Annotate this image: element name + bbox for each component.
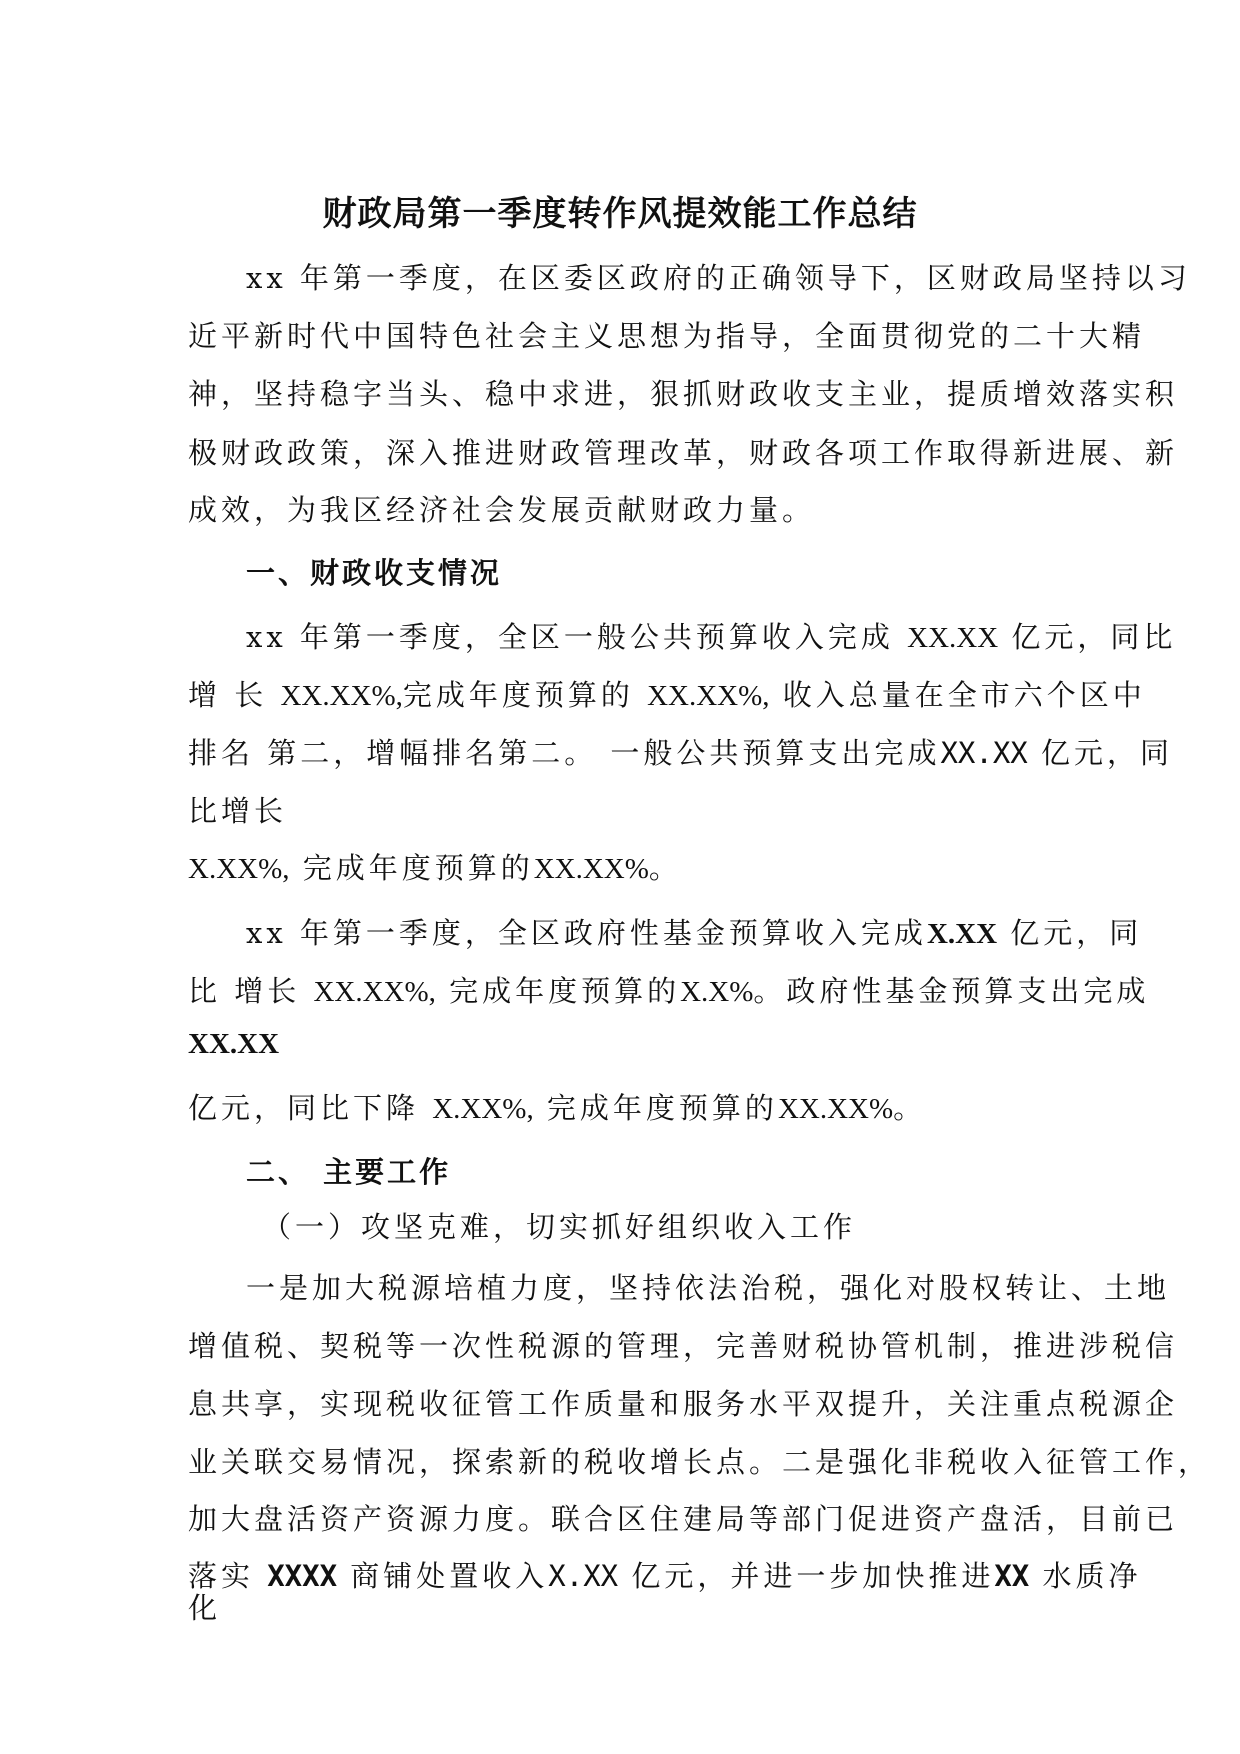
p3-text: 落实 (188, 1559, 268, 1593)
p1-text: 亿元，同 (1027, 736, 1173, 770)
p2-text: 。政府性基金预算支出完成 (753, 974, 1150, 1008)
p1-value: XX.XX%, (647, 680, 770, 712)
p1-line-2 (188, 673, 1146, 714)
p1-line-4: 比增长 (188, 794, 288, 828)
p3-line-2: 增值税、契税等一次性税源的管理，完善财税协管机制，推进涉税信 (188, 1329, 1179, 1363)
p1-value: XX.XX (940, 736, 1028, 770)
p3-value: XX (994, 1559, 1030, 1593)
p3-value: XXXX (267, 1559, 338, 1593)
p1-text: 亿元，同比 (998, 620, 1177, 654)
p2-text: 。 (893, 1091, 927, 1125)
p2-text: 亿元，同 (997, 916, 1143, 950)
p3-line-1: 一是加大税源培植力度，坚持依法治税，强化对股权转让、土地 (246, 1271, 1171, 1305)
p1-line-1 (246, 615, 1177, 656)
p3-line-3: 息共享，实现税收征管工作质量和服务水平双提升，关注重点税源企 (188, 1387, 1179, 1421)
p2-line-1 (246, 911, 1143, 952)
p1-text: 完成年度预算的 (402, 678, 648, 712)
p2-value: X.X% (680, 976, 754, 1008)
subsection-heading-1: （一）攻坚克难，切实抓好组织收入工作 (262, 1210, 857, 1244)
p1-text: xx 年第一季度，全区一般公共预算收入完成 (246, 620, 908, 654)
section-heading-1: 一、财政收支情况 (246, 556, 503, 590)
p2-text: 比 增长 (188, 974, 314, 1008)
p2-line-2 (188, 969, 1150, 1010)
document-title: 财政局第一季度转作风提效能工作总结 (322, 194, 918, 234)
p1-text: 完成年度预算的 (289, 851, 534, 885)
p2-value: X.XX (926, 918, 998, 950)
p1-value: XX.XX%, (280, 680, 403, 712)
intro-line-4: 极财政政策，深入推进财政管理改革，财政各项工作取得新进展、新 (188, 436, 1179, 470)
intro-line-2: 近平新时代中国特色社会主义思想为指导，全面贯彻党的二十大精 (188, 319, 1146, 353)
p3-line-4: 业关联交易情况，探索新的税收增长点。二是强化非税收入征管工作， (188, 1445, 1212, 1479)
p3-text: 亿元，并进一步加快推进 (618, 1559, 995, 1593)
p1-value: XX.XX% (533, 853, 649, 885)
p1-text: 收入总量在全市六个区中 (769, 678, 1146, 712)
intro-line-1: xx 年第一季度，在区委区政府的正确领导下，区财政局坚持以习 (246, 261, 1191, 295)
section-heading-2: 二、 主要工作 (246, 1155, 452, 1189)
p1-value: XX.XX (907, 622, 999, 654)
p1-text: 增 长 (188, 678, 281, 712)
p2-value: X.XX%, (432, 1093, 534, 1125)
p2-text: 完成年度预算的 (533, 1091, 778, 1125)
intro-line-5: 成效，为我区经济社会发展贡献财政力量。 (188, 493, 816, 527)
p2-value: XX.XX% (777, 1093, 894, 1125)
p1-text: 。 (648, 851, 682, 885)
p3-text: 水质净 (1029, 1559, 1142, 1593)
p1-line-5 (188, 846, 1058, 887)
p2-line-3: XX.XX (188, 1028, 280, 1060)
p2-text: 亿元，同比下降 (188, 1091, 433, 1125)
p3-text: 商铺处置收入 (337, 1559, 549, 1593)
p1-line-3 (188, 731, 1173, 772)
p2-value: XX.XX%, (313, 976, 436, 1008)
p3-line-7: 化 (188, 1591, 222, 1625)
p3-line-5: 加大盘活资产资源力度。联合区住建局等部门促进资产盘活，目前已 (188, 1502, 1179, 1536)
p3-value: X.XX (548, 1559, 619, 1593)
p2-text: 完成年度预算的 (435, 974, 681, 1008)
p1-text: 排名 第二，增幅排名第二。 一般公共预算支出完成 (188, 736, 941, 770)
p1-value: X.XX%, (188, 853, 290, 885)
p2-line-4 (188, 1086, 1058, 1127)
intro-line-3: 神，坚持稳字当头、稳中求进，狠抓财政收支主业，提质增效落实积 (188, 377, 1179, 411)
p2-text: xx 年第一季度，全区政府性基金预算收入完成 (246, 916, 927, 950)
